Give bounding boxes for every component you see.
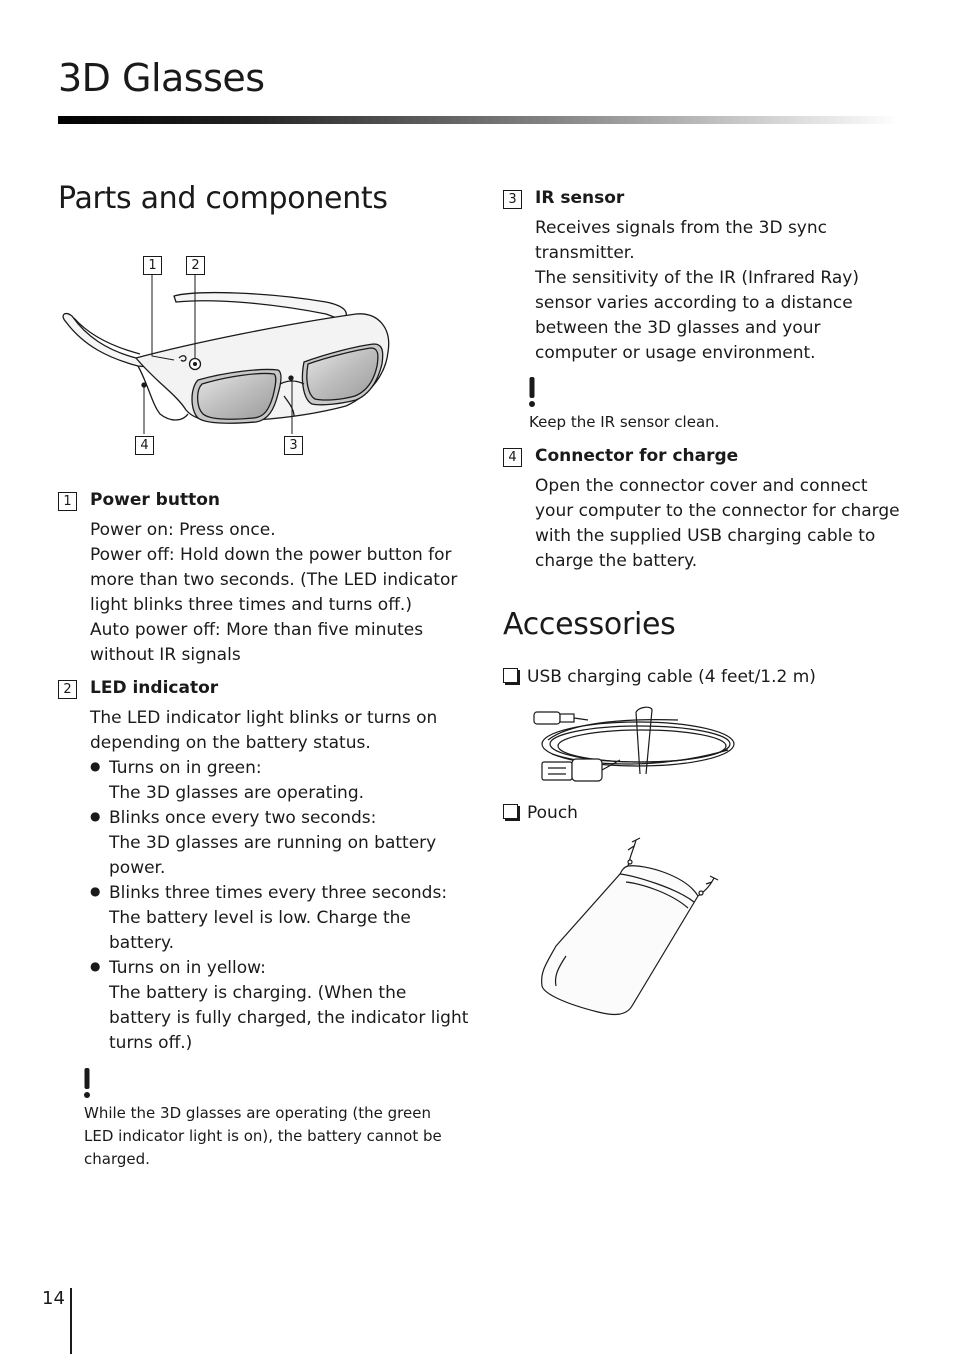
status-desc: The 3D glasses are running on battery power. [109,833,437,878]
item-body [90,518,470,668]
item-body [535,474,905,574]
parts-heading: Parts and components [58,181,388,216]
glasses-illustration [56,254,396,459]
title-rule [58,116,900,124]
status-state: ● Blinks three times every three seconds: [109,883,448,903]
item-title: IR sensor [535,188,625,208]
callout-3: 3 [284,436,303,455]
usb-cable-drawing [528,704,750,788]
led-status-list [90,756,470,1056]
item-line: Auto power off: More than five minutes without IR signals [90,620,424,665]
item-body [90,706,470,1056]
item-number: 2 [58,680,77,699]
3d-glasses-drawing [56,254,396,459]
checkbox-icon [503,668,518,683]
page-title: 3D Glasses [58,56,265,100]
callout-4: 4 [135,436,154,455]
item-number: 4 [503,448,522,467]
item-led-indicator [58,678,468,1058]
status-state: ● Turns on in yellow: [109,958,266,978]
status-desc: The 3D glasses are operating. [109,783,365,803]
usb-cable-illustration [528,704,750,788]
item-connector-for-charge [503,446,913,576]
status-state: ● Turns on in green: [109,758,262,778]
accessory-usb-cable [503,667,816,687]
item-number: 3 [503,190,522,209]
accessory-label: Pouch [527,803,578,823]
status-desc: The battery is charging. (When the battery is fully charged, the indicator light turns off.) [109,983,469,1053]
list-item [90,806,470,881]
item-line: Power off: Hold down the power button for more than two seconds. (The LED indicator light blinks three times and turns off.) [90,545,458,615]
item-intro: The LED indicator light blinks or turns on depending on the battery status. [90,708,438,753]
callout-2: 2 [186,256,205,275]
exclamation-icon [529,377,535,407]
item-body [535,216,905,366]
callout-1: 1 [143,256,162,275]
accessories-heading: Accessories [503,607,676,642]
item-line: Receives signals from the 3D sync transmitter. [535,218,827,263]
checkbox-icon [503,804,518,819]
list-item [90,956,470,1056]
pouch-illustration [536,836,726,1018]
item-number: 1 [58,492,77,511]
exclamation-icon [84,1068,90,1098]
list-item [90,881,470,956]
item-line: The sensitivity of the IR (Infrared Ray) sensor varies according to a distance between the 3D glasses and your computer or usage environment. [535,268,859,363]
page-number: 14 [42,1288,65,1309]
item-ir-sensor [503,188,913,368]
list-item [90,756,470,806]
item-title: LED indicator [90,678,219,698]
item-power-button [58,490,468,670]
accessory-label: USB charging cable (4 feet/1.2 m) [527,667,816,687]
status-state: ● Blinks once every two seconds: [109,808,377,828]
note-text: Keep the IR sensor clean. [529,413,720,431]
status-desc: The battery level is low. Charge the battery. [109,908,411,953]
page-number-divider [70,1288,72,1354]
item-title: Power button [90,490,220,510]
item-title: Connector for charge [535,446,739,466]
note-led [84,1068,454,1171]
accessory-pouch [503,803,578,823]
pouch-drawing [536,836,726,1018]
note-ir [529,377,909,434]
note-text: While the 3D glasses are operating (the green LED indicator light is on), the battery cannot be charged. [84,1104,442,1168]
item-line: Power on: Press once. [90,520,276,540]
item-line: Open the connector cover and connect your computer to the connector for charge with the supplied USB charging cable to charge the battery. [535,476,900,571]
